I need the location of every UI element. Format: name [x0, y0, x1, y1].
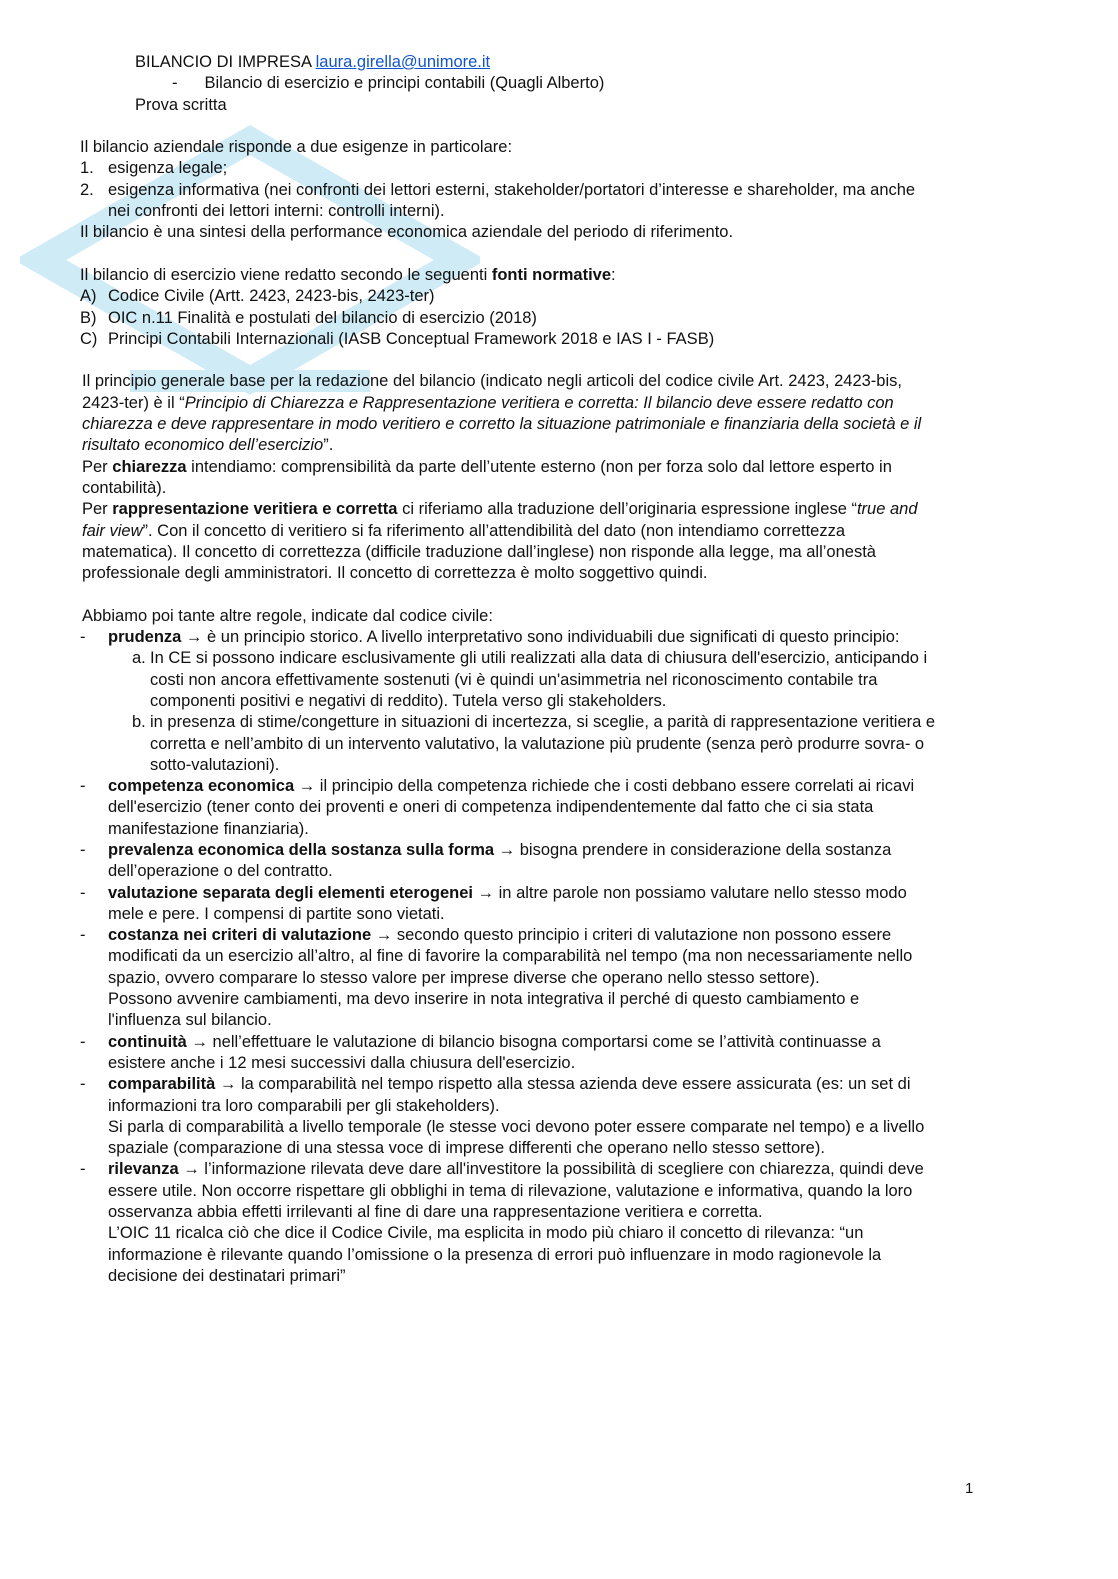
list-item: B) OIC n.11 Finalità e postulati del bilancio di esercizio (2018): [80, 308, 537, 327]
document-title: BILANCIO DI IMPRESA: [135, 53, 316, 71]
page-number: 1: [965, 1480, 974, 1497]
exam-type: Prova scritta: [135, 95, 227, 114]
rule-rilevanza: - rilevanza → l’informazione rilevata deve dare all'investitore la possibilità di scegliere con chiarezza, quindi deve essere utile. Non occorre rispettare gli obblighi in tema di rilevazione, valutazione e informativa, quando la loro osservanza abbia effetti irrilevanti al fine di dare una rappresentazione veritiera e corretta. L’OIC 11 ricalca ciò che dice il Codice Civile, ma esplicita in modo più chiaro il concetto di rilevanza: “un informazione è rilevante quando l’omissione o la presenza di errori può influenzare in modo ragionevole la decisione dei destinatari primari”: [80, 1160, 924, 1285]
sources-lead: Il bilancio di esercizio viene redatto secondo le seguenti fonti normative:: [80, 265, 616, 284]
email-link[interactable]: laura.girella@unimore.it: [315, 53, 491, 71]
textbook-reference: Bilancio di esercizio e principi contabili (Quagli Alberto): [204, 74, 605, 93]
document-body: [80, 52, 1038, 1287]
intro-summary: Il bilancio è una sintesi della performance economica aziendale del periodo di riferimento.: [80, 223, 734, 242]
list-item: a. In CE si possono indicare esclusivamente gli utili realizzati alla data di chiusura dell'esercizio, anticipando i costi non ancora effettivamente sostenuti (vi è quindi un'asimmetria nel riconoscimento contabile tra componenti positivi e negativi di reddito). Tutela verso gli stakeholders.: [132, 649, 928, 710]
principle-paragraph: Il principio generale base per la redazione del bilancio (indicato negli articoli del codice civile Art. 2423, 2423-bis, 2423-ter) è il “Principio di Chiarezza e Rappresentazione veritiera e corretta: Il bilancio deve essere redatto con chiarezza e deve rappresentare in modo veritiero e corretto la situazione patrimoniale e finanziaria della società e il risultato economico dell’esercizio”. Per chiarezza intendiamo: comprensibilità da parte dell’utente esterno (non per forza solo dal lettore esperto in contabilità). Per rappresentazione veritiera e corretta ci riferiamo alla traduzione dell’originaria espressione inglese “true and fair view”. Con il concetto di veritiero si fa riferimento all’attendibilità del dato (non intendiamo correttezza matematica). Il concetto di correttezza (difficile traduzione dall’inglese) non risponde alla legge, ma all’onestà professionale degli amministratori. Il concetto di correttezza è molto soggettivo quindi.: [82, 372, 922, 583]
rule-comparabilita: - comparabilità → la comparabilità nel tempo rispetto alla stessa azienda deve essere assicurata (es: un set di informazioni tra loro comparabili per gli stakeholders). Si parla di comparabilità a livello temporale (le stesse voci devono poter essere comparate nel tempo) e a livello spaziale (comparazione di una stessa voce di imprese differenti che operano nello stesso settore).: [80, 1075, 925, 1158]
rule-prevalenza-sostanza: - prevalenza economica della sostanza sulla forma → bisogna prendere in considerazione della sostanza dell’operazione o del contratto.: [80, 840, 892, 881]
dash-marker: -: [172, 74, 178, 93]
rule-continuita: - continuità → nell’effettuare le valutazione di bilancio bisogna comportarsi come se l’attività continuasse a esistere anche i 12 mesi successivi dalla chiusura dell'esercizio.: [80, 1032, 881, 1072]
rule-costanza-criteri: - costanza nei criteri di valutazione → secondo questo principio i criteri di valutazione non possono essere modificati da un esercizio all’altro, al fine di favorire la comparabilità nel tempo (ma non necessariamente nello spazio, ovvero comparare lo stesso valore per imprese diverse che operano nello stesso settore). Possono avvenire cambiamenti, ma devo inserire in nota integrativa il perché di questo cambiamento e l'influenza sul bilancio.: [80, 926, 913, 1030]
list-item: 1. esigenza legale;: [80, 159, 228, 178]
textbook-line: [80, 73, 1038, 94]
rule-valutazione-separata: - valutazione separata degli elementi eterogenei → in altre parole non possiamo valutare nello stesso modo mele e pere. I compensi di partite sono vietati.: [80, 883, 907, 923]
rule-competenza-economica: - competenza economica → il principio della competenza richiede che i costi debbano essere correlati ai ricavi dell'esercizio (tener conto dei proventi e oneri di competenza indipendentemente dal fatto che ci sia stata manifestazione finanziaria).: [80, 777, 915, 838]
list-item: C) Principi Contabili Internazionali (IASB Conceptual Framework 2018 e IAS I - FASB): [80, 329, 715, 348]
list-item: A) Codice Civile (Artt. 2423, 2423-bis, 2423-ter): [80, 287, 435, 306]
list-item: 2. esigenza informativa (nei confronti dei lettori esterni, stakeholder/portatori d’interesse e shareholder, ma anche nei confronti dei lettori interni: controlli interni).: [80, 180, 916, 221]
list-item: b. in presenza di stime/congetture in situazioni di incertezza, si sceglie, a parità di rappresentazione veritiera e corretta e nell’ambito di un intervento valutativo, la valutazione più prudente (senza però produrre sovra- o sotto-valutazioni).: [132, 713, 936, 774]
document-title-line: [80, 52, 1038, 73]
rule-prudenza: - prudenza → è un principio storico. A livello interpretativo sono individuabili due significati di questo principio: a. In CE si possono indicare esclusivamente gli utili realizzati alla data di chiusura dell'esercizio, anticipando i costi non ancora effettivamente sostenuti (vi è quindi un'asimmetria nel riconoscimento contabile tra componenti positivi e negativi di reddito). Tutela verso gli stakeholders. b. in presenza di stime/congetture in situazioni di incertezza, si sceglie, a parità di rappresentazione veritiera e corretta e nell’ambito di un intervento valutativo, la valutazione più prudente (senza però produrre sovra- o sotto-valutazioni).: [80, 627, 1038, 776]
rules-lead: Abbiamo poi tante altre regole, indicate dal codice civile:: [82, 606, 493, 625]
intro-lead: Il bilancio aziendale risponde a due esigenze in particolare:: [80, 138, 513, 157]
